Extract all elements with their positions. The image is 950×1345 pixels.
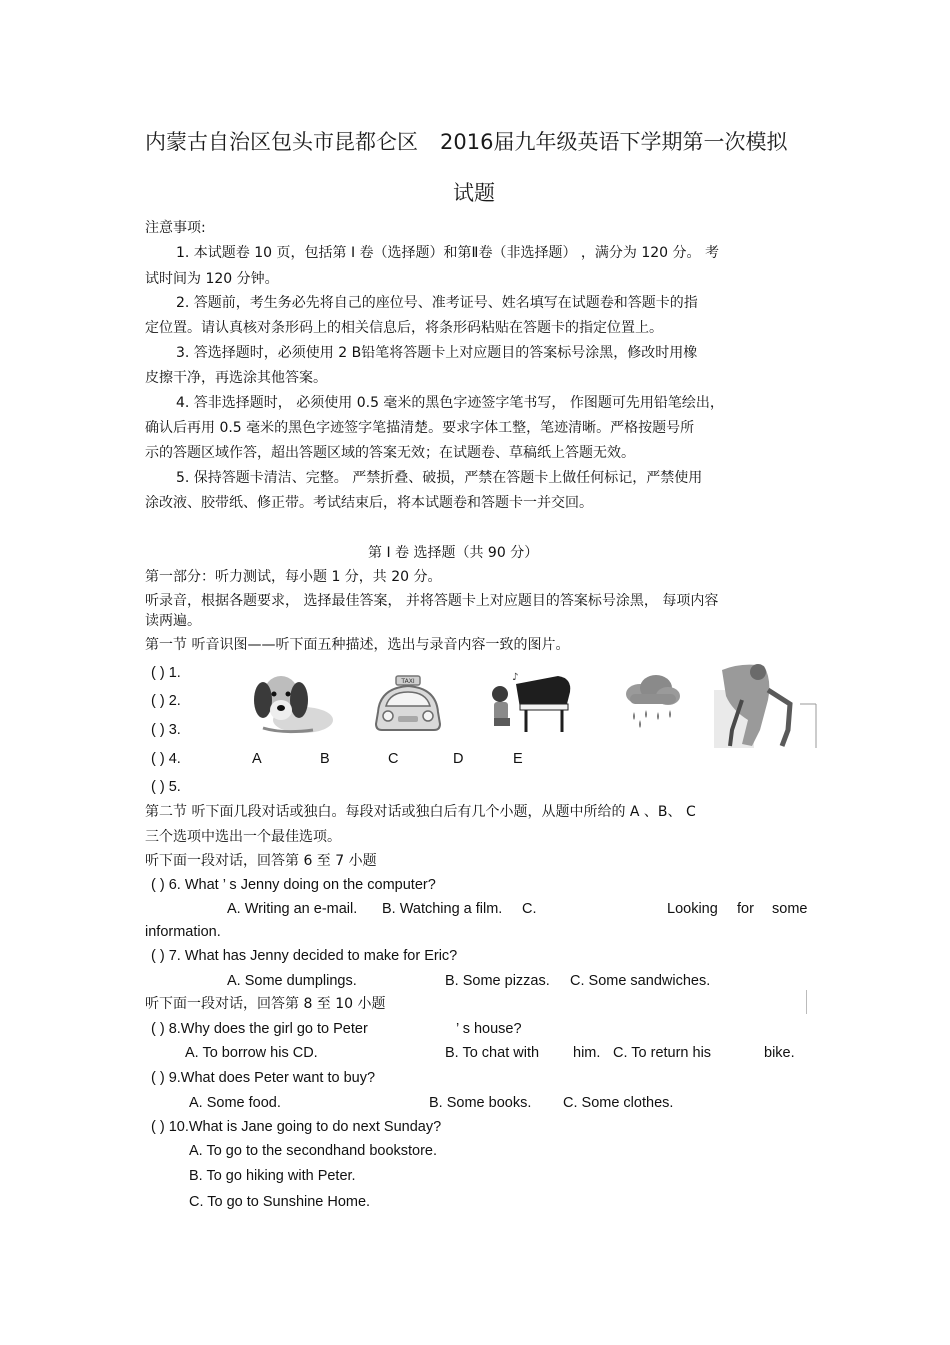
q6-option-c-word-1: Looking [667,901,718,917]
notes-heading: 注意事项: [145,220,206,236]
picture-letter-c: C [388,751,399,767]
section2-instruction-cont: 三个选项中选出一个最佳选项。 [145,829,341,845]
picture-question-5[interactable]: ( ) 5. [151,779,181,795]
section2-instruction: 第二节 听下面几段对话或独白。每段对话或独白后有几个小题，从题中所给的 A 、B、 C [145,804,696,820]
picture-question-1[interactable]: ( ) 1. [151,665,181,681]
listening-instruction-cont: 读两遍。 [145,613,201,629]
piano-picture [486,668,576,738]
note-2b: 定位置。请认真核对条形码上的相关信息后，将条形码粘贴在答题卡的指定位置上。 [145,320,663,336]
q9-option-c[interactable]: C. Some clothes. [563,1095,674,1111]
picture-question-3[interactable]: ( ) 3. [151,722,181,738]
q9-option-b[interactable]: B. Some books. [429,1095,532,1111]
margin-line [806,990,807,1014]
q7-option-a[interactable]: A. Some dumplings. [227,973,357,989]
note-3a: 3. 答选择题时，必须使用 2 B铅笔将答题卡上对应题目的答案标号涂黑，修改时用橡 [176,345,698,361]
q8-option-c[interactable]: C. To return his [613,1045,712,1061]
q7-option-c[interactable]: C. Some sandwiches. [570,973,711,989]
svg-text:♪: ♪ [512,672,519,683]
q6-option-b[interactable]: B. Watching a film. [382,901,503,917]
picture-letter-e: E [513,751,523,767]
dog-picture [243,668,338,740]
q8-option-c-cont: bike. [764,1045,795,1061]
q9-option-a[interactable]: A. Some food. [189,1095,281,1111]
q7-option-b[interactable]: B. Some pizzas. [445,973,550,989]
q6-option-c-word-3: some [772,901,808,917]
title-line1-b: 2016届九年级英语下学期第一次模拟 [440,130,788,154]
taxi-picture [370,672,446,736]
note-3b: 皮擦干净，再选涂其他答案。 [145,370,327,386]
q8-option-b[interactable]: B. To chat with [445,1045,540,1061]
picture-letter-a: A [252,751,262,767]
q10-option-b[interactable]: B. To go hiking with Peter. [189,1168,356,1184]
q8-option-b-cont: him. [573,1045,601,1061]
climber-picture [712,660,818,750]
title-line1-a: 内蒙古自治区包头市昆都仑区 [145,130,418,154]
q6-option-c[interactable]: C. [522,901,537,917]
note-4b: 确认后再用 0.5 毫米的黑色字迹签字笔描清楚。要求字体工整，笔迹清晰。严格按题号所 [145,420,695,436]
question-9[interactable]: ( ) 9.What does Peter want to buy? [151,1070,376,1086]
question-6[interactable]: ( ) 6. What ’ s Jenny doing on the computer? [151,877,436,893]
note-2a: 2. 答题前，考生务必先将自己的座位号、准考证号、姓名填写在试题卷和答题卡的指 [176,295,698,311]
question-8[interactable]: ( ) 8.Why does the girl go to Peter [151,1021,368,1037]
note-5b: 涂改液、胶带纸、修正带。考试结束后，将本试题卷和答题卡一并交回。 [145,495,593,511]
picture-question-4[interactable]: ( ) 4. [151,751,181,767]
question-7[interactable]: ( ) 7. What has Jenny decided to make for Eric? [151,948,458,964]
picture-letter-d: D [453,751,464,767]
q6-option-a[interactable]: A. Writing an e-mail. [227,901,358,917]
note-4a: 4. 答非选择题时， 必须使用 0.5 毫米的黑色字迹签字笔书写， 作图题可先用铅笔绘出， [176,395,724,411]
dialogue-intro-2: 听下面一段对话，回答第 8 至 10 小题 [145,996,386,1012]
title-line2: 试题 [453,181,495,205]
question-8-cont: ’ s house? [456,1021,522,1037]
q10-option-a[interactable]: A. To go to the secondhand bookstore. [189,1143,438,1159]
note-4c: 示的答题区域作答，超出答题区域的答案无效；在试题卷、草稿纸上答题无效。 [145,445,635,461]
q8-option-a[interactable]: A. To borrow his CD. [185,1045,318,1061]
listening-instruction: 听录音，根据各题要求， 选择最佳答案， 并将答题卡上对应题目的答案标号涂黑， 每项内容 [145,593,719,609]
svg-text:TAXI: TAXI [401,678,415,685]
question-10[interactable]: ( ) 10.What is Jane going to do next Sunday? [151,1119,442,1135]
picture-question-2[interactable]: ( ) 2. [151,693,181,709]
q6-option-c-word-2: for [737,901,754,917]
note-1b: 试时间为 120 分钟。 [145,271,279,287]
note-1a: 1. 本试题卷 10 页，包括第 Ⅰ 卷（选择题）和第Ⅱ卷（非选择题） ，满分为 120 分。 考 [176,245,719,261]
section1-subheading: 第一节 听音识图——听下面五种描述，选出与录音内容一致的图片。 [145,637,570,653]
q6-option-c-cont: information. [145,924,221,940]
rain-cloud-picture [620,672,684,728]
section-header: 第 Ⅰ 卷 选择题（共 90 分） [368,545,539,561]
note-5a: 5. 保持答题卡清洁、完整。 严禁折叠、破损，严禁在答题卡上做任何标记，严禁使用 [176,470,703,486]
picture-letter-b: B [320,751,330,767]
q10-option-c[interactable]: C. To go to Sunshine Home. [189,1194,371,1210]
part1-heading: 第一部分：听力测试，每小题 1 分，共 20 分。 [145,569,442,585]
dialogue-intro-1: 听下面一段对话，回答第 6 至 7 小题 [145,853,377,869]
